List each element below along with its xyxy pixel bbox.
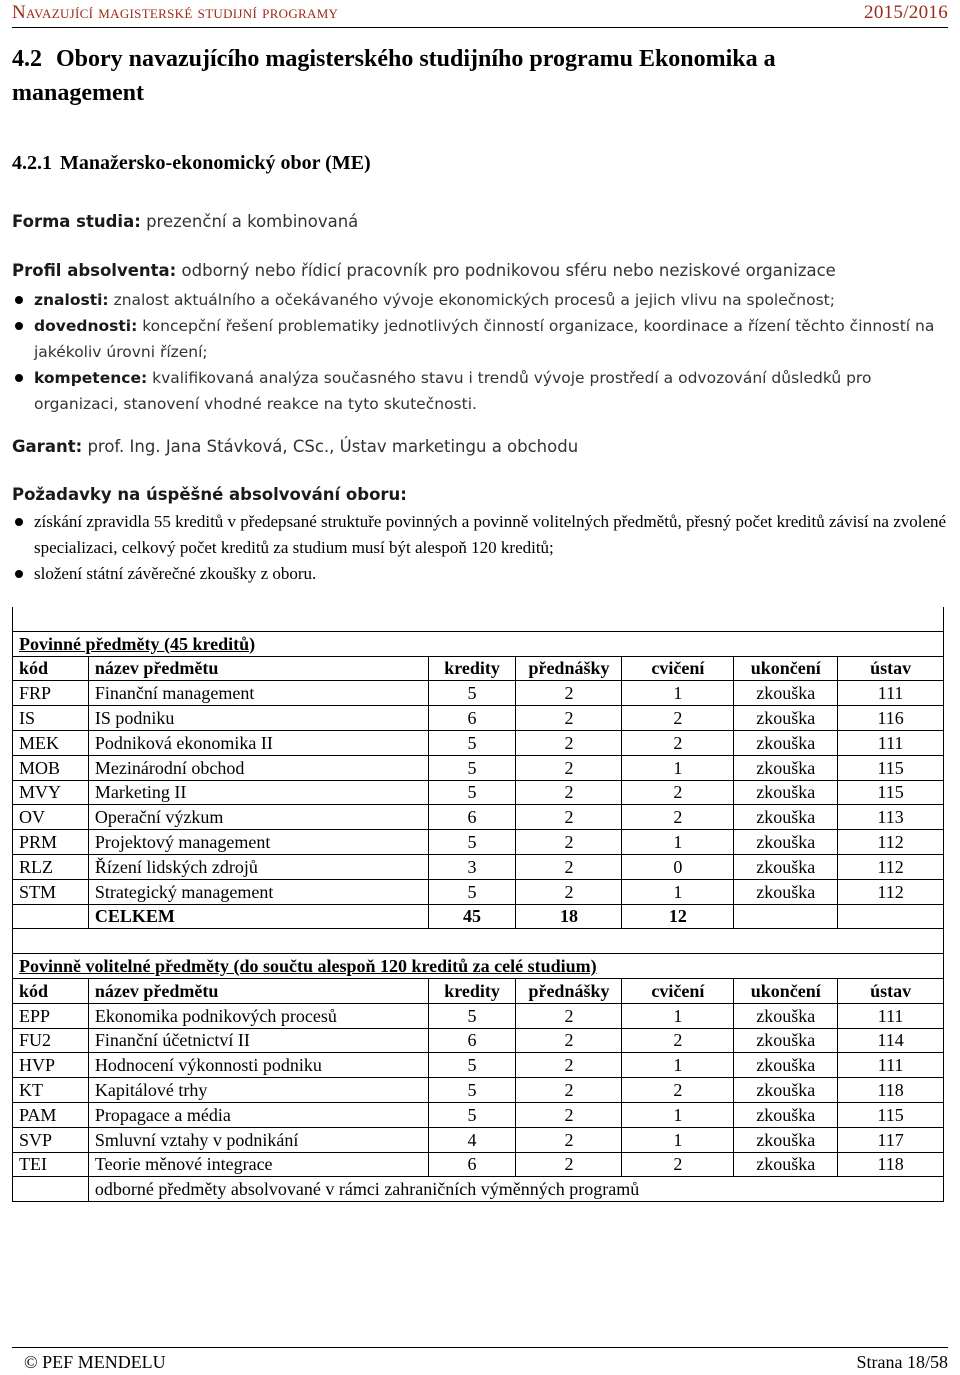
table-cell: Ekonomika podnikových procesů	[88, 1003, 428, 1028]
table-row	[13, 706, 944, 731]
spacer-cell	[13, 607, 944, 631]
table-cell: Teorie měnové integrace	[88, 1152, 428, 1177]
table-cell: 118	[838, 1152, 944, 1177]
column-header: ústav	[838, 656, 944, 681]
table-cell: Finanční management	[88, 681, 428, 706]
bullet-icon	[15, 322, 23, 330]
table-cell: EPP	[13, 1003, 89, 1028]
table-cell: 2	[516, 830, 622, 855]
table-cell: MEK	[13, 730, 89, 755]
volitelne-title-row	[13, 954, 944, 979]
total-row	[13, 904, 944, 929]
item-text: znalost aktuálního a očekávaného vývoje ekonomických procesů a jejich vlivu na společnost;	[113, 291, 835, 309]
povinne-title-row	[13, 631, 944, 656]
table-cell: PRM	[13, 830, 89, 855]
table-row	[13, 780, 944, 805]
table-section-title: Povinně volitelné předměty (do součtu alespoň 120 kreditů za celé studium)	[19, 956, 597, 977]
table-row	[13, 805, 944, 830]
item-text: koncepční řešení problematiky jednotlivých činností organizace, koordinace a řízení těchto činností na jakékoliv úrovni řízení;	[34, 317, 935, 361]
table-cell: zkouška	[734, 1127, 838, 1152]
table-cell: Podniková ekonomika II	[88, 730, 428, 755]
table-cell	[838, 904, 944, 929]
section-heading	[12, 42, 912, 110]
list-item	[12, 509, 947, 561]
pozadavky-heading	[12, 485, 407, 504]
table-cell: zkouška	[734, 879, 838, 904]
table-row	[13, 1003, 944, 1028]
table-cell: zkouška	[734, 1078, 838, 1103]
pozadavky-list	[12, 509, 947, 587]
pozadavky-label: Požadavky na úspěšné absolvování oboru:	[12, 485, 407, 504]
table-cell	[13, 904, 89, 929]
subsection-title: Manažersko-ekonomický obor (ME)	[60, 152, 371, 174]
table-row	[13, 681, 944, 706]
table-cell: Propagace a média	[88, 1102, 428, 1127]
table-cell: zkouška	[734, 730, 838, 755]
table-cell: MVY	[13, 780, 89, 805]
table-row	[13, 1102, 944, 1127]
note-cell: odborné předměty absolvované v rámci zahraničních výměnných programů	[88, 1177, 943, 1202]
table-cell: 1	[622, 1127, 734, 1152]
table-cell: IS podniku	[88, 706, 428, 731]
table-cell: IS	[13, 706, 89, 731]
table-cell: 2	[516, 854, 622, 879]
table-cell: 2	[622, 1078, 734, 1103]
section-number: 4.2	[12, 46, 42, 72]
table-cell: Operační výzkum	[88, 805, 428, 830]
column-header: kredity	[428, 656, 516, 681]
column-header: ukončení	[734, 978, 838, 1003]
table-cell: RLZ	[13, 854, 89, 879]
spacer-cell	[13, 929, 944, 954]
table-cell: 5	[428, 830, 516, 855]
courses-table-body	[13, 607, 944, 1202]
table-cell: Projektový management	[88, 830, 428, 855]
table-cell: 2	[622, 1152, 734, 1177]
table-cell: HVP	[13, 1053, 89, 1078]
table-cell: 115	[838, 1102, 944, 1127]
bullet-icon	[15, 570, 23, 578]
table-cell: Marketing II	[88, 780, 428, 805]
subsection-number: 4.2.1	[12, 152, 52, 174]
table-cell: 5	[428, 1053, 516, 1078]
table-row	[13, 755, 944, 780]
table-cell: 117	[838, 1127, 944, 1152]
spacer-row	[13, 607, 944, 631]
table-cell: FRP	[13, 681, 89, 706]
table-cell: 2	[622, 805, 734, 830]
header-year: 2015/2016	[864, 2, 948, 23]
spacer-row	[13, 929, 944, 954]
note-row	[13, 1177, 944, 1202]
table-cell: 2	[622, 1028, 734, 1053]
table-cell: 1	[622, 1053, 734, 1078]
item-text: získání zpravidla 55 kreditů v předepsané struktuře povinných a povinně volitelných předmětů, přesný počet kreditů závisí na zvolené specializaci, celkový počet kreditů za studium musí být alespoň 120 kreditů;	[34, 512, 947, 557]
total-label: CELKEM	[88, 904, 428, 929]
section-title-cell	[13, 954, 944, 979]
table-cell: 5	[428, 879, 516, 904]
table-cell: 2	[516, 1152, 622, 1177]
table-header-row	[13, 656, 944, 681]
forma-label: Forma studia:	[12, 212, 141, 231]
column-header: kód	[13, 978, 89, 1003]
table-cell	[734, 904, 838, 929]
table-cell: 115	[838, 780, 944, 805]
table-cell: 2	[622, 706, 734, 731]
footer-copyright: © PEF MENDELU	[24, 1352, 166, 1372]
header-title: Navazující magisterské studijní programy	[12, 2, 339, 23]
bullet-icon	[15, 296, 23, 304]
garant-label: Garant:	[12, 437, 83, 456]
garant-value: prof. Ing. Jana Stávková, CSc., Ústav marketingu a obchodu	[87, 437, 579, 456]
table-cell: 5	[428, 755, 516, 780]
table-cell: SVP	[13, 1127, 89, 1152]
table-cell: 6	[428, 706, 516, 731]
column-header: cvičení	[622, 978, 734, 1003]
table-cell: 5	[428, 730, 516, 755]
table-cell: 1	[622, 1102, 734, 1127]
forma-studia	[12, 212, 358, 231]
table-cell: 2	[516, 681, 622, 706]
table-cell: zkouška	[734, 830, 838, 855]
table-cell: zkouška	[734, 1102, 838, 1127]
column-header: přednášky	[516, 978, 622, 1003]
table-cell: 2	[516, 1078, 622, 1103]
table-cell: zkouška	[734, 706, 838, 731]
column-header: cvičení	[622, 656, 734, 681]
column-header: kredity	[428, 978, 516, 1003]
table-cell: 2	[516, 1102, 622, 1127]
table-cell: 5	[428, 1102, 516, 1127]
table-row	[13, 1152, 944, 1177]
table-cell: Mezinárodní obchod	[88, 755, 428, 780]
column-header: název předmětu	[88, 656, 428, 681]
section-title-cell	[13, 631, 944, 656]
table-cell: 6	[428, 1152, 516, 1177]
table-section-title: Povinné předměty (45 kreditů)	[19, 633, 256, 654]
table-cell: 112	[838, 879, 944, 904]
column-header: název předmětu	[88, 978, 428, 1003]
table-cell: zkouška	[734, 1028, 838, 1053]
table-cell: zkouška	[734, 1152, 838, 1177]
table-cell: 4	[428, 1127, 516, 1152]
table-cell: 3	[428, 854, 516, 879]
table-row	[13, 1053, 944, 1078]
list-item	[12, 287, 947, 313]
table-row	[13, 1127, 944, 1152]
table-cell: zkouška	[734, 780, 838, 805]
table-cell: 1	[622, 879, 734, 904]
table-cell: 2	[516, 879, 622, 904]
table-cell: Hodnocení výkonnosti podniku	[88, 1053, 428, 1078]
table-cell: zkouška	[734, 854, 838, 879]
table-header-row	[13, 978, 944, 1003]
table-cell: FU2	[13, 1028, 89, 1053]
page-number: Strana 18/58	[856, 1352, 948, 1372]
item-text: kvalifikovaná analýza současného stavu i trendů vývoje prostředí a odvozování důsledků pro organizaci, stanovení vhodné reakce na tyto skutečnosti.	[34, 369, 872, 413]
table-cell: 2	[516, 805, 622, 830]
table-cell: 6	[428, 1028, 516, 1053]
table-row	[13, 830, 944, 855]
table-cell: Řízení lidských zdrojů	[88, 854, 428, 879]
profil-list	[12, 287, 947, 417]
table-cell: 5	[428, 1003, 516, 1028]
table-cell: 1	[622, 830, 734, 855]
page-header	[12, 0, 948, 28]
forma-value: prezenční a kombinovaná	[146, 212, 359, 231]
table-cell: 111	[838, 730, 944, 755]
page-footer	[12, 1347, 948, 1375]
list-item	[12, 313, 947, 365]
table-cell: Smluvní vztahy v podnikání	[88, 1127, 428, 1152]
table-row	[13, 1078, 944, 1103]
item-text: složení státní závěrečné zkoušky z oboru.	[34, 564, 317, 583]
table-cell: 118	[838, 1078, 944, 1103]
table-cell: 0	[622, 854, 734, 879]
table-cell: Strategický management	[88, 879, 428, 904]
item-label: dovednosti:	[34, 317, 138, 335]
profil-absolventa	[12, 261, 836, 280]
table-cell: 2	[622, 780, 734, 805]
table-cell: zkouška	[734, 1053, 838, 1078]
courses-table	[12, 607, 944, 1202]
table-cell: 5	[428, 681, 516, 706]
table-cell: 5	[428, 780, 516, 805]
table-cell: 114	[838, 1028, 944, 1053]
table-cell: 111	[838, 1053, 944, 1078]
column-header: ústav	[838, 978, 944, 1003]
table-cell: STM	[13, 879, 89, 904]
column-header: ukončení	[734, 656, 838, 681]
subsection-heading	[12, 152, 371, 175]
table-cell: zkouška	[734, 1003, 838, 1028]
table-cell: 1	[622, 1003, 734, 1028]
total-prednasky: 18	[516, 904, 622, 929]
table-cell: 2	[516, 780, 622, 805]
table-cell	[13, 1177, 89, 1202]
table-cell: 2	[516, 730, 622, 755]
column-header: kód	[13, 656, 89, 681]
table-cell: Kapitálové trhy	[88, 1078, 428, 1103]
table-cell: Finanční účetnictví II	[88, 1028, 428, 1053]
bullet-icon	[15, 518, 23, 526]
table-cell: 6	[428, 805, 516, 830]
table-row	[13, 730, 944, 755]
column-header: přednášky	[516, 656, 622, 681]
section-title: Obory navazujícího magisterského studijního programu Ekonomika a management	[12, 46, 776, 106]
list-item	[12, 365, 947, 417]
table-cell: TEI	[13, 1152, 89, 1177]
table-cell: 2	[516, 1053, 622, 1078]
table-cell: 115	[838, 755, 944, 780]
table-cell: zkouška	[734, 681, 838, 706]
table-row	[13, 1028, 944, 1053]
table-cell: zkouška	[734, 805, 838, 830]
total-cviceni: 12	[622, 904, 734, 929]
table-cell: 2	[516, 1127, 622, 1152]
table-cell: KT	[13, 1078, 89, 1103]
item-label: kompetence:	[34, 369, 148, 387]
table-cell: 112	[838, 854, 944, 879]
table-cell: 1	[622, 755, 734, 780]
garant	[12, 437, 578, 456]
table-cell: 2	[516, 755, 622, 780]
table-cell: 2	[622, 730, 734, 755]
bullet-icon	[15, 374, 23, 382]
total-kredity: 45	[428, 904, 516, 929]
table-cell: 1	[622, 681, 734, 706]
table-cell: 113	[838, 805, 944, 830]
table-cell: MOB	[13, 755, 89, 780]
profil-value: odborný nebo řídicí pracovník pro podnikovou sféru nebo neziskové organizace	[181, 261, 836, 280]
table-cell: 5	[428, 1078, 516, 1103]
table-row	[13, 854, 944, 879]
table-cell: zkouška	[734, 755, 838, 780]
table-cell: 2	[516, 706, 622, 731]
list-item	[12, 561, 947, 587]
table-cell: 112	[838, 830, 944, 855]
table-cell: 2	[516, 1003, 622, 1028]
table-cell: 116	[838, 706, 944, 731]
table-cell: 2	[516, 1028, 622, 1053]
item-label: znalosti:	[34, 291, 109, 309]
profil-label: Profil absolventa:	[12, 261, 177, 280]
table-cell: 111	[838, 681, 944, 706]
table-cell: OV	[13, 805, 89, 830]
table-row	[13, 879, 944, 904]
table-cell: PAM	[13, 1102, 89, 1127]
table-cell: 111	[838, 1003, 944, 1028]
